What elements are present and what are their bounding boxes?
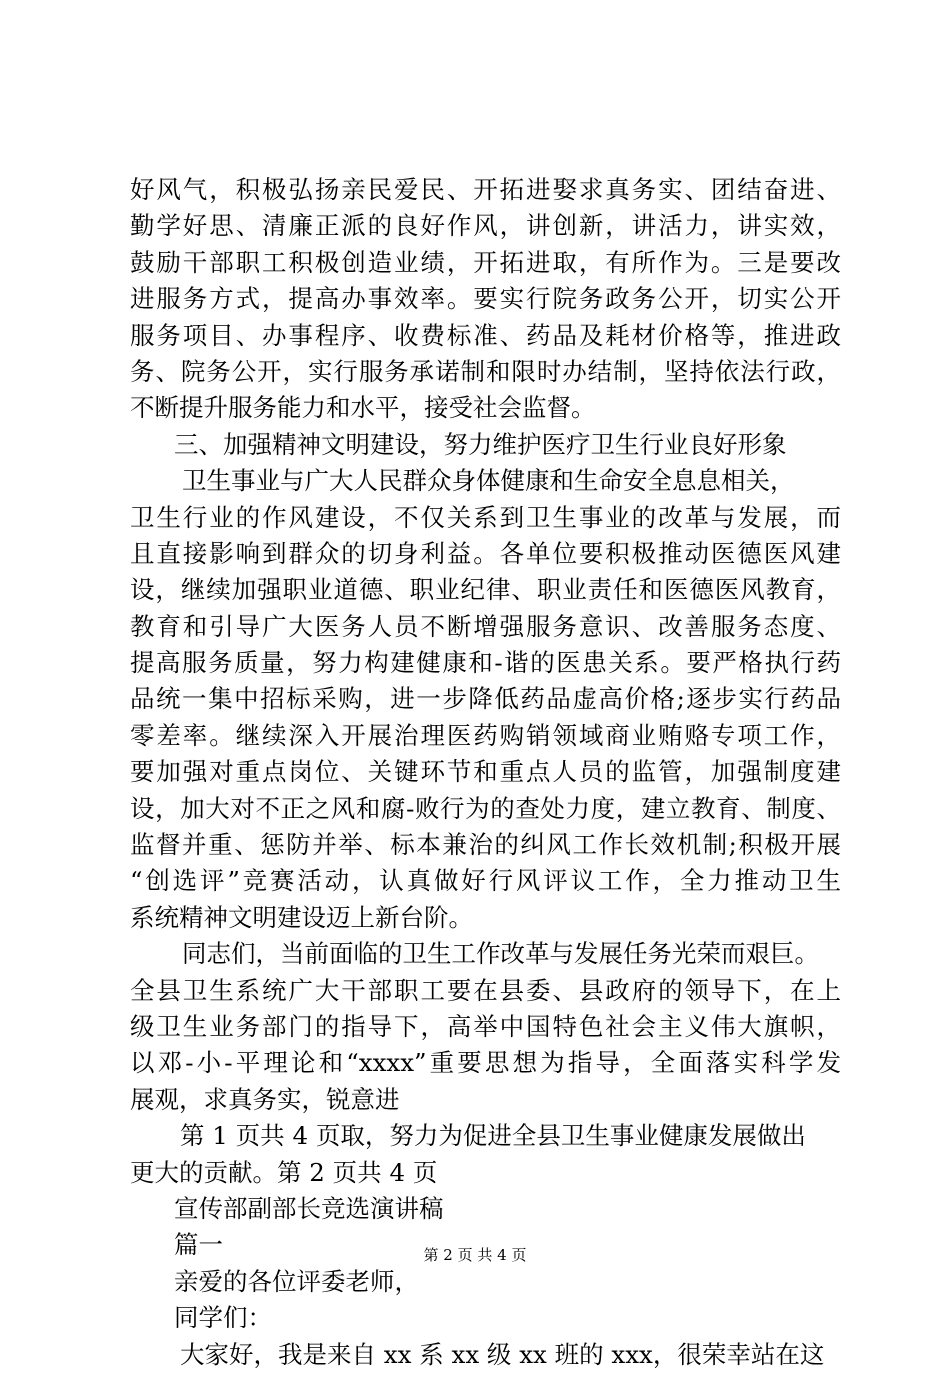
text-line: 要加强对重点岗位、关键环节和重点人员的监管，加强制度建 xyxy=(130,757,841,787)
text-line: 监督并重、惩防并举、标本兼治的纠风工作长效机制;积极开展 xyxy=(130,830,841,860)
document-body xyxy=(130,172,850,1373)
text-line: 级卫生业务部门的指导下，高举中国特色社会主义伟大旗帜， xyxy=(130,1011,841,1041)
text-line: 宣传部副部长竞选演讲稿 xyxy=(174,1193,444,1223)
text-line: 鼓励干部职工积极创造业绩，开拓进取，有所作为。三是要改 xyxy=(130,247,841,277)
text-line: 大家好，我是来自 xx 系 xx 级 xx 班的 xxx，很荣幸站在这 xyxy=(180,1339,825,1369)
text-line: 亲爱的各位评委老师， xyxy=(174,1266,419,1296)
text-line: 同志们，当前面临的卫生工作改革与发展任务光荣而艰巨。 xyxy=(182,939,819,969)
text-line: 同学们： xyxy=(174,1303,272,1333)
text-line: 勤学好思、清廉正派的良好作风，讲创新，讲活力，讲实效， xyxy=(130,211,841,241)
text-line: 进服务方式，提高办事效率。要实行院务政务公开，切实公开 xyxy=(130,284,841,314)
text-line: 卫生行业的作风建设，不仅关系到卫生事业的改革与发展，而 xyxy=(130,502,841,532)
text-line: 第 1 页共 4 页取，努力为促进全县卫生事业健康发展做出 xyxy=(180,1121,806,1151)
text-line: 务、院务公开，实行服务承诺制和限时办结制，坚持依法行政， xyxy=(130,356,841,386)
text-line: 提高服务质量，努力构建健康和-谐的医患关系。要严格执行药 xyxy=(130,648,841,678)
text-line: “创选评”竞赛活动，认真做好行风评议工作，全力推动卫生 xyxy=(130,866,841,896)
text-line: 零差率。继续深入开展治理医药购销领域商业贿赂专项工作， xyxy=(130,720,841,750)
text-line: 好风气，积极弘扬亲民爱民、开拓进娶求真务实、团结奋进、 xyxy=(130,175,841,204)
text-line: 三、加强精神文明建设，努力维护医疗卫生行业良好形象 xyxy=(174,429,787,459)
text-line: 设，继续加强职业道德、职业纪律、职业责任和医德医风教育， xyxy=(130,575,841,605)
text-line: 篇一 xyxy=(174,1230,223,1260)
text-line: 更大的贡献。第 2 页共 4 页 xyxy=(130,1157,438,1187)
text-line: 全县卫生系统广大干部职工要在县委、县政府的领导下，在上 xyxy=(130,975,841,1005)
text-line: 展观，求真务实，锐意进 xyxy=(130,1084,400,1114)
text-line: 且直接影响到群众的切身利益。各单位要积极推动医德医风建 xyxy=(130,538,841,568)
text-line: 系统精神文明建设迈上新台阶。 xyxy=(130,902,473,932)
text-line: 设，加大对不正之风和腐-败行为的查处力度，建立教育、制度、 xyxy=(130,793,841,823)
text-line: 服务项目、办事程序、收费标准、药品及耗材价格等，推进政 xyxy=(130,320,841,350)
page-footer: 第 2 页 共 4 页 xyxy=(423,1246,527,1264)
text-line: 品统一集中招标采购，进一步降低药品虚高价格;逐步实行药品 xyxy=(130,684,841,714)
text-line: 卫生事业与广大人民群众身体健康和生命安全息息相关， xyxy=(182,466,795,496)
text-line: 教育和引导广大医务人员不断增强服务意识、改善服务态度、 xyxy=(130,611,841,641)
text-line: 不断提升服务能力和水平，接受社会监督。 xyxy=(130,393,596,423)
text-line: 以邓-小-平理论和“xxxx”重要思想为指导，全面落实科学发 xyxy=(130,1048,841,1078)
